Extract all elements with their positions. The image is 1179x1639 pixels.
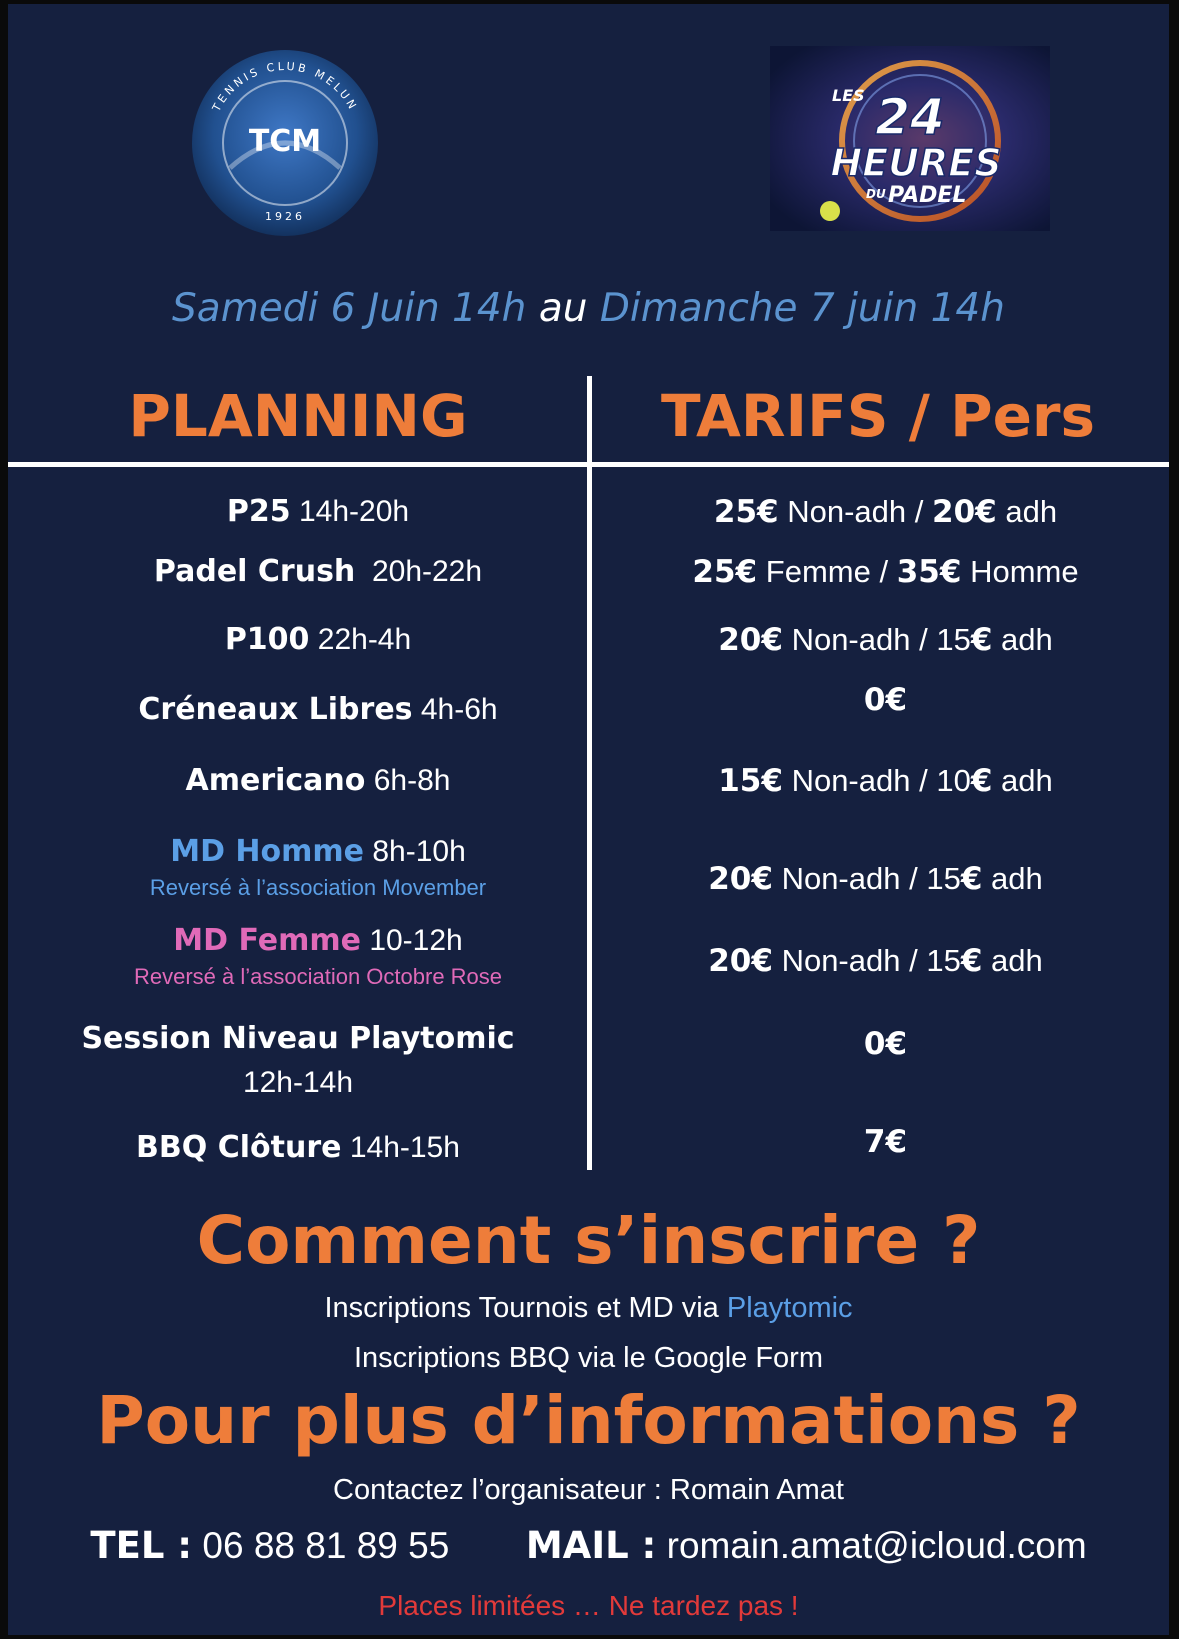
mail-label: MAIL : — [525, 1524, 657, 1567]
tarif-euro: € — [960, 861, 983, 897]
planning-item — [48, 618, 588, 662]
tarif-separator: / — [909, 943, 918, 978]
tarif-price: 20€ — [708, 943, 773, 979]
registration-line-tournaments — [8, 1292, 1169, 1325]
planning-item-time: 22h-4h — [317, 623, 412, 656]
planning-item-time: 6h-8h — [373, 764, 451, 797]
planning-item-time: 14h-20h — [298, 495, 410, 528]
tarif-euro: € — [970, 763, 993, 799]
tarif-item — [608, 1120, 1163, 1164]
tarif-separator: / — [914, 494, 924, 529]
tarif-separator: / — [919, 622, 928, 657]
tarif-label: adh — [1005, 494, 1058, 529]
tarif-item — [608, 1022, 1163, 1066]
tarif-price: 20€ — [708, 861, 773, 897]
tarif-item — [608, 490, 1163, 534]
event-dates — [8, 286, 1169, 331]
tarif-price: 0€ — [863, 1026, 908, 1062]
planning-item-time: 20h-22h — [371, 555, 483, 588]
planning-item-name: P25 — [226, 494, 291, 529]
planning-item — [38, 1017, 558, 1105]
tcm-logo — [190, 48, 380, 238]
contact-line: Contactez l’organisateur : Romain Amat — [333, 1474, 844, 1506]
tarif-price: 15€ — [718, 763, 783, 799]
footer-notice: Places limitées … Ne tardez pas ! — [378, 1590, 799, 1621]
planning-item-name: BBQ Clôture — [136, 1130, 342, 1165]
tarifs-title: TARIFS / Pers — [660, 382, 1096, 450]
poster — [8, 4, 1169, 1635]
tarif-item — [608, 550, 1163, 594]
registration-line-bbq: Inscriptions BBQ via le Google Form — [353, 1342, 823, 1374]
tarif-price: 0€ — [863, 682, 908, 718]
planning-item-time: 10-12h — [369, 924, 463, 957]
planning-item-note: Reversé à l’association Octobre Rose — [133, 964, 503, 989]
planning-item-name: Padel Crush — [153, 554, 356, 589]
tarif-label: Non-adh — [791, 622, 911, 657]
tarif-label: Non-adh — [791, 763, 911, 798]
tcm-initials: TCM — [248, 124, 322, 159]
tarif-label: Non-adh — [787, 494, 907, 529]
planning-item — [48, 919, 588, 991]
event-logo-heures: HEURES — [830, 141, 1002, 185]
planning-item — [38, 1126, 558, 1170]
tarif-label: Non-adh — [781, 861, 901, 896]
event-logo-du: DU — [866, 187, 886, 201]
date-end: Dimanche 7 juin 14h — [599, 286, 1005, 331]
tarif-item — [598, 857, 1153, 901]
date-connector: au — [538, 286, 588, 331]
tcm-ring-text: TENNIS CLUB MELUN — [209, 59, 361, 114]
tarif-separator: / — [909, 861, 918, 896]
tarif-price: 7€ — [863, 1124, 908, 1160]
event-logo-les: LES — [832, 86, 865, 105]
tarif-item — [608, 618, 1163, 662]
tarif-separator: / — [919, 763, 928, 798]
info-title: Pour plus d’informations ? — [96, 1382, 1081, 1459]
planning-item-name: P100 — [224, 622, 310, 657]
tarif-label: adh — [1001, 622, 1053, 657]
tarif-label: Homme — [970, 554, 1079, 589]
planning-item-name: Session Niveau Playtomic — [81, 1021, 515, 1056]
tarif-label: Non-adh — [781, 943, 901, 978]
planning-item-name: MD Femme — [173, 923, 361, 958]
tarif-label: adh — [991, 861, 1043, 896]
planning-item — [48, 688, 588, 732]
tarif-price: 35€ — [896, 554, 962, 590]
tarif-price: 15 — [926, 861, 961, 896]
date-start: Samedi 6 Juin 14h — [172, 286, 527, 331]
event-logo — [770, 46, 1050, 231]
planning-item-name: MD Homme — [170, 834, 365, 869]
playtomic-link[interactable]: Playtomic — [726, 1292, 853, 1324]
tarif-price: 25€ — [713, 494, 779, 530]
registration-title: Comment s’inscrire ? — [196, 1202, 981, 1279]
planning-item-name: Americano — [185, 763, 366, 798]
registration-line-text: Inscriptions Tournois et MD via — [324, 1292, 719, 1324]
planning-item — [48, 490, 588, 534]
tarif-price: 10 — [936, 763, 971, 798]
tel-value[interactable]: 06 88 81 89 55 — [202, 1525, 450, 1566]
event-logo-24: 24 — [875, 88, 945, 146]
planning-item-time: 8h-10h — [372, 835, 466, 868]
tel-label: TEL : — [90, 1524, 193, 1567]
planning-item-time: 4h-6h — [420, 693, 498, 726]
mail-value[interactable]: romain.amat@icloud.com — [666, 1525, 1087, 1566]
planning-item-note: Reversé à l’association Movember — [149, 875, 487, 900]
tarif-label: adh — [1001, 763, 1053, 798]
tarif-label: adh — [991, 943, 1043, 978]
tarif-item — [608, 759, 1163, 803]
tarif-price: 25€ — [692, 554, 758, 590]
tarif-item — [608, 678, 1163, 722]
tarif-separator: / — [879, 554, 889, 589]
planning-item-time: 12h-14h — [242, 1066, 354, 1099]
planning-title: PLANNING — [128, 382, 468, 450]
tarif-item — [598, 939, 1153, 983]
tcm-year: 1926 — [265, 210, 305, 223]
planning-item — [48, 830, 588, 902]
tarif-euro: € — [960, 943, 983, 979]
event-logo-padel: PADEL — [888, 183, 967, 208]
tarif-price: 20€ — [718, 622, 783, 658]
tarif-price: 20€ — [932, 494, 997, 530]
planning-item-time: 14h-15h — [349, 1131, 460, 1164]
tarif-euro: € — [970, 622, 993, 658]
tarif-price: 15 — [926, 943, 961, 978]
planning-item — [48, 550, 588, 594]
tarif-price: 15 — [936, 622, 971, 657]
contact-details — [8, 1524, 1169, 1567]
planning-item — [48, 759, 588, 803]
tarif-label: Femme — [765, 554, 871, 589]
planning-item-name: Créneaux Libres — [138, 692, 413, 727]
